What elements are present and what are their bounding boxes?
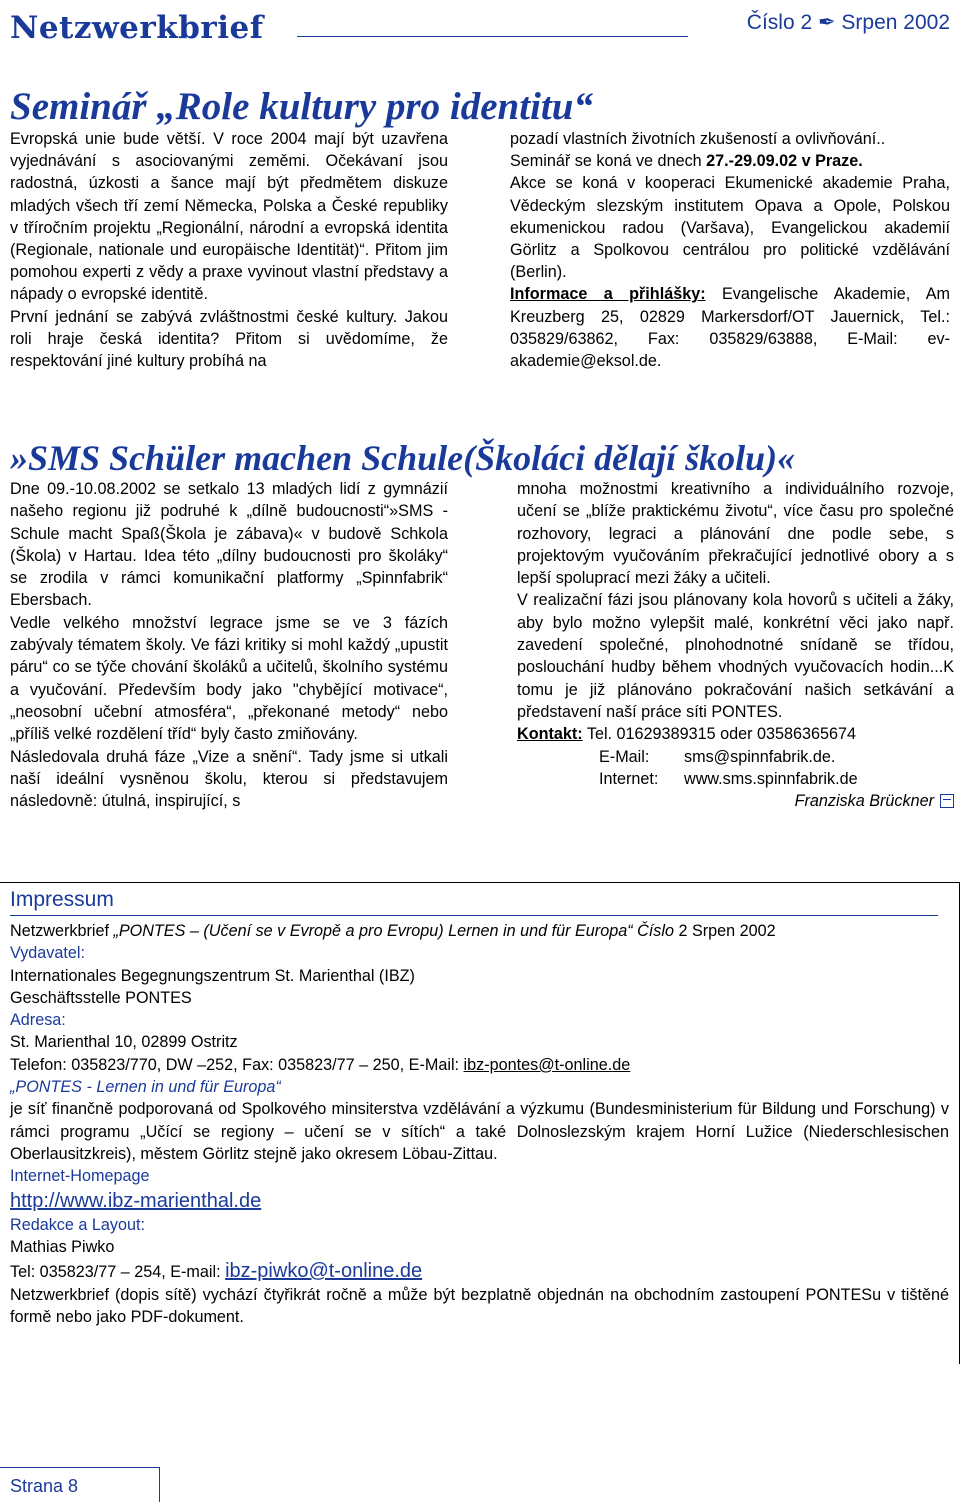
publisher-line: Internationales Begegnungszentrum St. Marienthal (IBZ) (10, 966, 415, 985)
sms-paragraph: Dne 09.-10.08.2002 se setkalo 13 mladých lidí z gymnázií našeho regionu již podruhé k „dílně budoucnosti“»SMS - Schule macht Spaß(Škola je zábava)« v budově Schkola (Škola) v Hartau. Idea této „dílny budoucnosti pro školáky“ se zrodila v rámci komunikační platformy „Spinnfabrik“ Ebersbach. (10, 480, 448, 610)
seminar-info (510, 283, 950, 372)
email-label: E-Mail: (599, 747, 650, 766)
address-label: Adresa: (10, 1011, 66, 1030)
seminar-right-column (510, 128, 950, 372)
pontes-title-text: „PONTES - Lernen in und für Europa“ (10, 1078, 281, 1097)
author-name: Franziska Brückner (794, 792, 934, 811)
impressum-content (10, 887, 949, 1329)
pontes-title (10, 1076, 949, 1098)
seminar-dates-prefix: Seminář se koná ve dnech (510, 152, 707, 171)
impressum-heading: Impressum (10, 887, 938, 916)
internet-label: Internet: (599, 769, 659, 788)
seminar-left-column (10, 128, 448, 372)
sms-right-column (517, 478, 954, 812)
email-value: sms@spinnfabrik.de. (684, 747, 836, 766)
seminar-cooperation: Akce se koná v kooperaci Ekumenické akademie Praha, Vědeckým slezským institutem Opava a Opole, Polskou ekumenickou radou (Varšava), Evangelickou akademií Görlitz a Spolkovou centrálou pro politické vzdělávání (Berlin). (510, 174, 950, 282)
homepage-link[interactable]: http://www.ibz-marienthal.de (10, 1189, 262, 1212)
editor-contact (10, 1258, 949, 1284)
seminar-paragraph: První jednání se zabývá zvláštnostmi české kultury. Jakou roli hraje česká identita? Přitom si uvědomíme, že respektování jiné kultury probíhá na (10, 307, 448, 371)
sms-paragraph: Následovala druhá fáze „Vize a snění“. Tady jsme si utkali naší ideální vysněnou školu, kterou si představujem následovně: útulná, inspirující, s (10, 747, 448, 811)
sms-paragraph: mnoha možnostmi kreativního a individuálního rozvoje, učení se „blíže praktickému životu“, více času pro společné rozhovory, legraci a plánování dne podle sebe, s projektovým vyučováním překračující jednotlivé obory a s lepší spoluprací mezi žáky a učiteli. (517, 480, 954, 588)
sms-paragraph: V realizační fázi jsou plánovany kola hovorů s učiteli a žáky, aby bylo možno vylepšit malé, konkrétní věci jako např. zavedení společné, plnohodnotné snídaně se třídou, poslouchání hudby během vhodných vyučovacích hodin...K tomu je již plánováno pokračování našich setkávání a představení naší práce síti PONTES. (517, 591, 954, 721)
phone-text: Telefon: 035823/770, DW –252, Fax: 035823/77 – 250, E-Mail: (10, 1055, 464, 1074)
contact-label: Kontakt: (517, 725, 583, 744)
impressum-line1-title: „PONTES – (Učení se v Evropě a pro Evropu) Lernen in und für Europa“ Číslo (113, 922, 674, 940)
info-label: Informace a přihlášky: (510, 285, 706, 304)
newsletter-brand: Netzwerkbrief (10, 10, 264, 46)
sms-paragraph: Vedle velkého množství legrace jsme se ve 3 fázích zabývaly tématem školy. Ve fázi kritiky si mohl každý „upustit páru“ co se týče chování školáků a učitelů, školního systému a vyučování. Především body jako "chybějící motivace“, „neosobní učební atmosféra“, „překonané metody“ nebo „příliš velké rozdělení tříd“ byly často zmiňovány. (10, 613, 448, 744)
impressum-line1-suffix: 2 Srpen 2002 (673, 922, 776, 940)
impressum-line1-prefix: Netzwerkbrief (10, 922, 114, 940)
editor-label: Redakce a Layout: (10, 1215, 145, 1234)
impressum-publication-line (10, 920, 949, 942)
sms-article-title: »SMS Schüler machen Schule(Školáci dělají školu)« (10, 438, 796, 478)
impressum-box (0, 882, 960, 1364)
article-signature (517, 790, 954, 812)
page-header (10, 6, 950, 46)
seminar-paragraph: Evropská unie bude větší. V roce 2004 mají být uzavřena vyjednávání s asociovanými zeměmi. Očekávaní jsou radostná, úzkosti a šance mají být předmětem diskuze mladých všech tří zemí Německa, Polska a České republiky v tříročním projektu „Regionální, národní a evropská identita (Regionale, nationale und europäische Identität)“. Přitom jim pomohou experti z vědy a praxe vyvinout vlastní představy a nápady o evropské identitě. (10, 130, 448, 304)
editor-tel: Tel: 035823/77 – 254, E-mail: (10, 1263, 226, 1282)
page-footer (0, 1467, 160, 1502)
seminar-dates-line (510, 150, 950, 172)
phone-email-link[interactable]: ibz-pontes@t-online.de (463, 1055, 631, 1074)
page-number: Strana 8 (10, 1476, 79, 1496)
seminar-article-title: Seminář „Role kultury pro identitu“ (10, 85, 593, 128)
sms-internet-line (517, 768, 954, 790)
editor-name: Mathias Piwko (10, 1237, 115, 1256)
pontes-description: je síť finančně podporovaná od Spolkového minsiterstva vzdělávání a výzkumu (Bundesministerium für Bildung und Forschung) v rámci programu „Učící se regiony – učení se v sítích“ a také Dolnoslezským krajem Horní Lužice (Niederschlesischen Oberlausitzkreis), městem Görlitz stejně jako okresem Löbau-Zittau. (10, 1100, 949, 1163)
closing-note: Netzwerkbrief (dopis sítě) vychází čtyřikrát ročně a může být bezplatně objednán na obchodním zastoupení PONTESu v tištěné formě nebo jako PDF-dokument. (10, 1286, 949, 1327)
header-rule (297, 36, 688, 37)
editor-email-link[interactable]: ibz-piwko@t-online.de (225, 1260, 423, 1283)
internet-value: www.sms.spinnfabrik.de (684, 769, 858, 788)
phone-line (10, 1054, 949, 1076)
end-mark-icon (940, 794, 954, 808)
seminar-intro-continued: pozadí vlastních životních zkušeností a ovlivňování.. (510, 130, 886, 148)
publisher-label: Vydavatel: (10, 944, 85, 963)
address-line: St. Marienthal 10, 02899 Ostritz (10, 1033, 238, 1052)
sms-left-column (10, 478, 448, 812)
info-text: Evangelische Akademie, Am Kreuzberg 25, 02829 Markersdorf/OT Jauernick, Tel.: 035829/63862, Fax: 035829/63888, E-Mail: ev-akademie@eksol.de. (510, 285, 950, 371)
sms-contact (517, 723, 954, 745)
homepage-label: Internet-Homepage (10, 1167, 150, 1186)
issue-info: Číslo 2 ✒ Srpen 2002 (746, 11, 950, 34)
contact-tel: Tel. 01629389315 oder 03586365674 (582, 725, 857, 744)
sms-email-line (517, 746, 954, 768)
seminar-dates: 27.-29.09.02 v Praze. (706, 152, 863, 171)
publisher-line: Geschäftsstelle PONTES (10, 988, 192, 1007)
